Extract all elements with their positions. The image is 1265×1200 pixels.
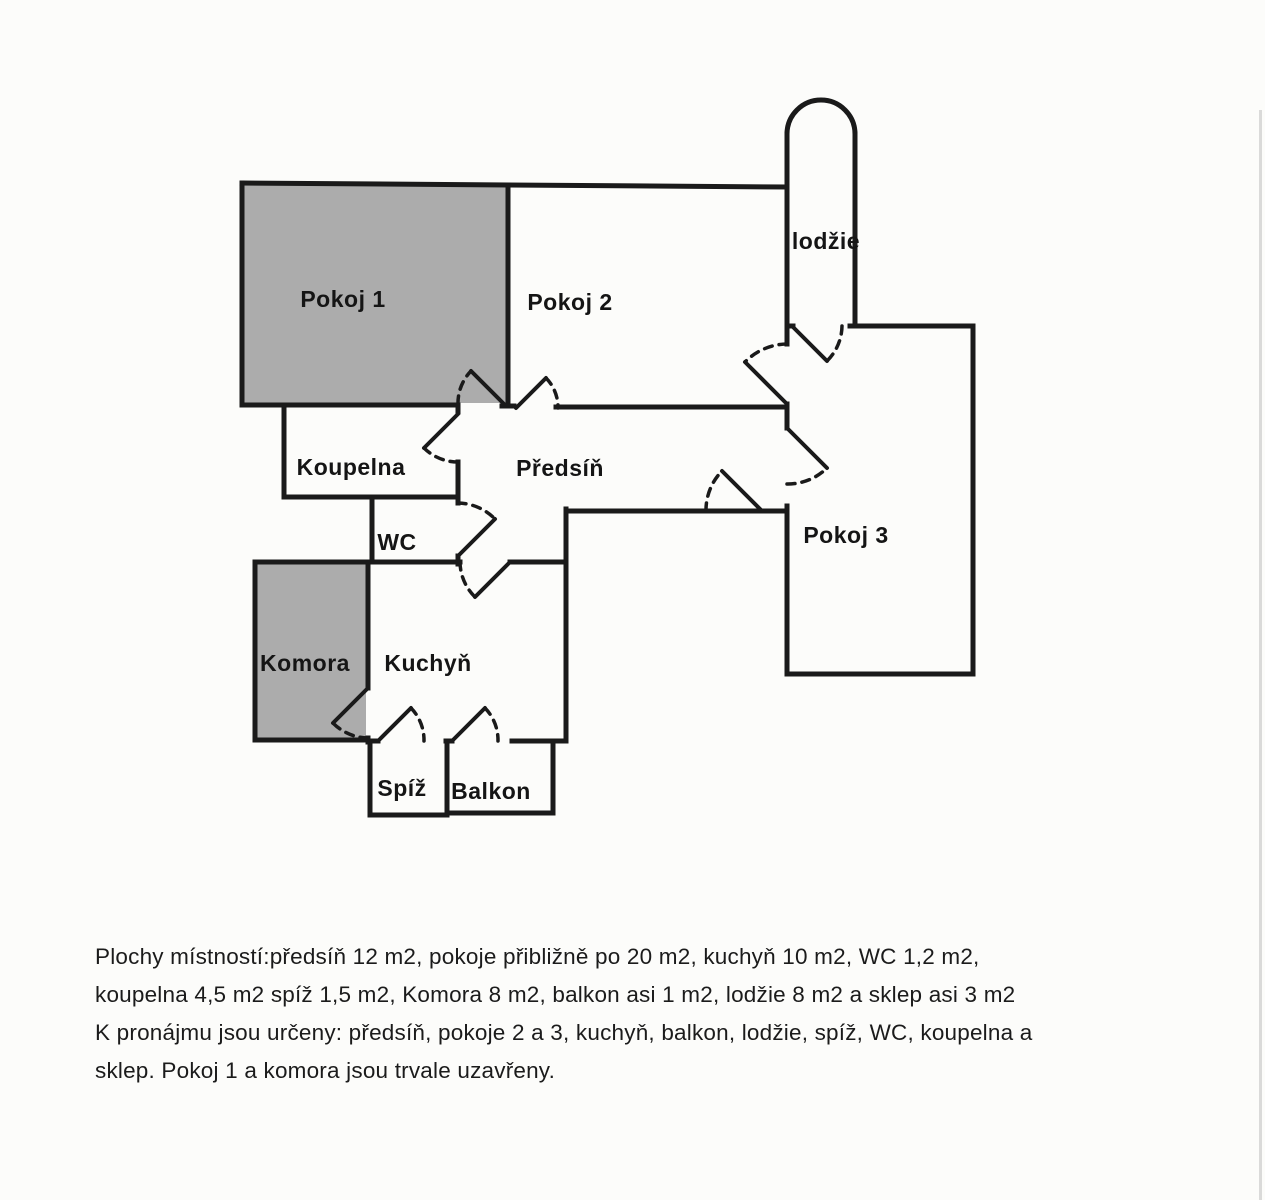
door-leaf-pokoj2 [516, 378, 546, 408]
wall-lodzie-arch [787, 100, 855, 134]
description-line-3: K pronájmu jsou určeny: předsíň, pokoje 2 a 3, kuchyň, balkon, lodžie, spíž, WC, koupelna a [95, 1020, 1033, 1045]
door-arc-pokoj2 [546, 378, 558, 408]
door-arc-predsin [706, 471, 722, 511]
door-leaf-balkon [452, 708, 485, 741]
door-arc-pokoj3 [787, 468, 827, 484]
room-label-pokoj3: Pokoj 3 [803, 522, 889, 548]
room-label-balkon: Balkon [451, 778, 531, 804]
scanner-edge-artifact [1259, 110, 1262, 1200]
room-label-pokoj2: Pokoj 2 [527, 289, 613, 315]
door-arc-balkon [485, 708, 498, 741]
door-arc-koupelna [424, 448, 458, 462]
description-line-4: sklep. Pokoj 1 a komora jsou trvale uzavřeny. [95, 1058, 556, 1083]
room-label-komora: Komora [260, 650, 350, 676]
door-leaf-kuchyn [475, 562, 510, 597]
description-line-2: koupelna 4,5 m2 spíž 1,5 m2, Komora 8 m2, balkon asi 1 m2, lodžie 8 m2 a sklep asi 3 m2 [95, 982, 1016, 1007]
door-arc-spiz [411, 708, 424, 741]
door-arc-lodzie [827, 326, 842, 361]
room-label-predsin: Předsíň [516, 455, 604, 481]
room-label-kuchyn: Kuchyň [384, 650, 472, 676]
door-leaf-wc [458, 519, 495, 556]
room-label-spiz: Spíž [377, 775, 427, 801]
door-leaf-pokoj3 [787, 428, 827, 468]
door-leaf-pokoj2-pokoj3 [745, 362, 787, 404]
room-label-pokoj1: Pokoj 1 [300, 286, 386, 312]
door-leaf-lodzie [792, 326, 827, 361]
door-leaf-spiz [378, 708, 411, 741]
room-label-wc: WC [377, 529, 417, 555]
door-arc-pokoj2-pokoj3 [745, 344, 787, 362]
door-leaf-predsin [722, 471, 762, 511]
door-leaf-koupelna [424, 414, 458, 448]
description-line-1: Plochy místností:předsíň 12 m2, pokoje přibližně po 20 m2, kuchyň 10 m2, WC 1,2 m2, [95, 944, 980, 969]
door-arc-kuchyn [460, 562, 475, 597]
room-label-lodzie: lodžie [791, 228, 861, 254]
areas-description [95, 938, 1175, 1090]
door-arc-wc [458, 503, 495, 519]
room-label-koupelna: Koupelna [296, 454, 406, 480]
